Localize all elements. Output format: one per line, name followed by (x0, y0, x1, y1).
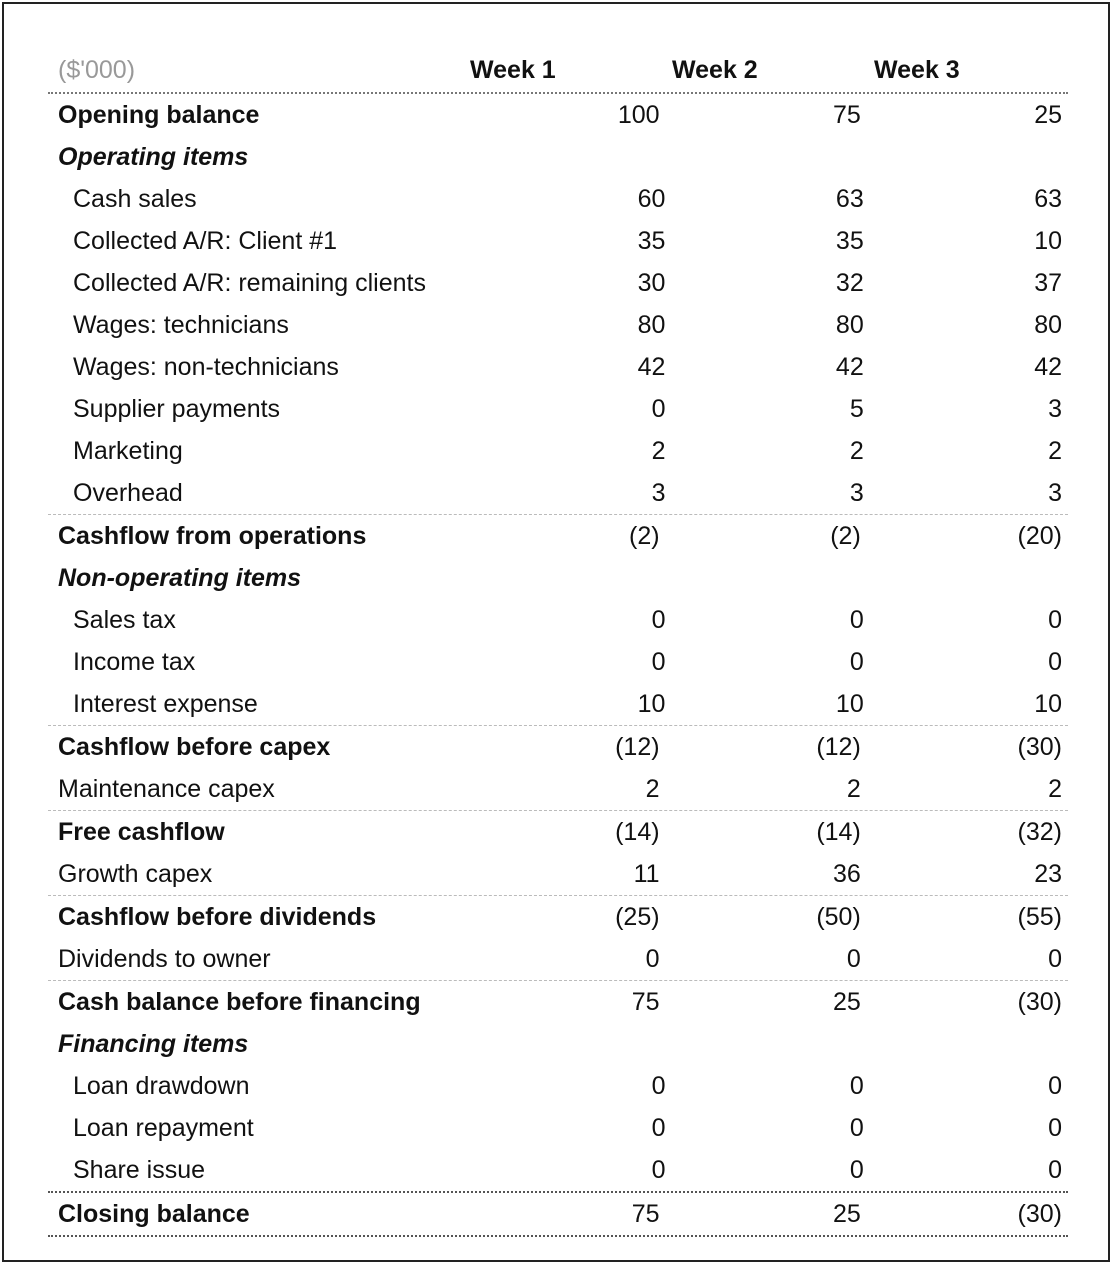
cell-week-3: 10 (1034, 226, 1062, 255)
subtotal-row (48, 895, 1068, 938)
cell-week-3: 0 (1048, 944, 1063, 973)
table-row (48, 346, 1068, 388)
table-row (48, 472, 1068, 514)
cell-week-1: (12) (615, 732, 660, 761)
cell-week-2: (50) (816, 902, 861, 931)
cell-week-1: 0 (651, 394, 666, 423)
cell-week-1: 42 (637, 352, 666, 381)
cell-week-2: 5 (849, 394, 864, 423)
cell-week-1: 11 (633, 859, 660, 888)
cell-week-2: 63 (835, 184, 864, 213)
cell-week-3: 0 (1048, 1113, 1062, 1142)
row-label: Loan drawdown (73, 1071, 250, 1100)
cell-week-1: 0 (645, 944, 660, 973)
cell-week-2: 35 (835, 226, 864, 255)
table-row (48, 388, 1068, 430)
cell-week-1: 10 (637, 689, 666, 718)
table-row (48, 304, 1068, 346)
row-label: Free cashflow (58, 817, 225, 846)
unit-label: ($'000) (58, 56, 136, 84)
cell-week-1: 2 (651, 436, 666, 465)
table-row (48, 683, 1068, 725)
subtotal-row (48, 810, 1068, 853)
cell-week-1: 80 (637, 310, 666, 339)
row-label: Cash sales (73, 184, 197, 213)
row-label: Income tax (73, 647, 196, 676)
cell-week-3: (30) (1017, 1199, 1063, 1228)
cell-week-1: 2 (645, 774, 660, 803)
cell-week-3: 37 (1034, 268, 1062, 297)
row-label: Wages: non-technicians (73, 352, 339, 381)
section-heading (48, 1023, 1068, 1065)
cell-week-3: 10 (1034, 689, 1062, 718)
row-label: Interest expense (73, 689, 258, 718)
cell-week-1: 0 (651, 1071, 666, 1100)
cell-week-1: 75 (631, 987, 660, 1016)
section-label: Operating items (58, 142, 249, 171)
cell-week-3: 0 (1048, 605, 1062, 634)
table-row (48, 1107, 1068, 1149)
header-row (48, 50, 1068, 94)
cell-week-3: 80 (1034, 310, 1062, 339)
cell-week-2: 0 (849, 1071, 864, 1100)
table-row (48, 641, 1068, 683)
cell-week-3: 3 (1048, 478, 1062, 507)
cell-week-3: 0 (1048, 1155, 1062, 1184)
cell-week-2: (2) (830, 521, 861, 550)
cell-week-3: 42 (1034, 352, 1062, 381)
cell-week-3: 2 (1048, 774, 1063, 803)
cell-week-2: 0 (849, 1155, 864, 1184)
cell-week-3: 0 (1048, 647, 1062, 676)
section-label: Financing items (58, 1029, 249, 1058)
cell-week-3: (30) (1017, 987, 1063, 1016)
table-row (48, 768, 1068, 810)
row-label: Supplier payments (73, 394, 281, 423)
cell-week-1: (14) (615, 817, 660, 846)
cell-week-2: 2 (849, 436, 864, 465)
cell-week-2: 25 (832, 1199, 861, 1228)
cell-week-3: (55) (1017, 902, 1063, 931)
cell-week-3: 63 (1034, 184, 1062, 213)
cell-week-2: 2 (846, 774, 861, 803)
row-label: Wages: technicians (73, 310, 289, 339)
row-label: Collected A/R: Client #1 (73, 226, 338, 255)
cell-week-1: 0 (651, 1155, 666, 1184)
cell-week-2: 25 (832, 987, 861, 1016)
table-frame (2, 2, 1110, 1262)
row-label: Collected A/R: remaining clients (73, 268, 426, 297)
section-heading (48, 557, 1068, 599)
header-week-2: Week 2 (672, 56, 758, 84)
cell-week-3: 0 (1048, 1071, 1062, 1100)
cell-week-2: 42 (835, 352, 864, 381)
cell-week-2: 36 (832, 859, 861, 888)
cell-week-2: (14) (816, 817, 861, 846)
cell-week-1: 75 (631, 1199, 660, 1228)
table-row (48, 1065, 1068, 1107)
cell-week-2: 10 (835, 689, 864, 718)
cell-week-3: (32) (1017, 817, 1063, 846)
cell-week-3: (30) (1017, 732, 1063, 761)
row-label: Cashflow from operations (58, 521, 367, 550)
table-row (48, 1149, 1068, 1191)
row-label: Cashflow before dividends (58, 902, 377, 931)
table-row (48, 262, 1068, 304)
cell-week-1: 3 (651, 478, 666, 507)
subtotal-row (48, 725, 1068, 768)
row-label: Marketing (73, 436, 183, 465)
section-heading (48, 136, 1068, 178)
cell-week-2: 0 (849, 1113, 864, 1142)
row-label: Share issue (73, 1155, 206, 1184)
cell-week-1: 0 (651, 1113, 666, 1142)
cell-week-3: 2 (1048, 436, 1062, 465)
cell-week-2: (12) (816, 732, 861, 761)
table-row (48, 178, 1068, 220)
cell-week-2: 0 (846, 944, 861, 973)
section-label: Non-operating items (58, 563, 302, 592)
row-label: Dividends to owner (58, 944, 271, 973)
cell-week-3: 25 (1034, 100, 1063, 129)
row-label: Cashflow before capex (58, 732, 331, 761)
row-label: Growth capex (58, 859, 213, 888)
cell-week-3: (20) (1017, 521, 1063, 550)
cell-week-3: 23 (1034, 859, 1063, 888)
table-row (48, 938, 1068, 980)
cell-week-1: (2) (629, 521, 660, 550)
cell-week-2: 3 (849, 478, 864, 507)
cell-week-1: 0 (651, 647, 666, 676)
row-label: Sales tax (73, 605, 176, 634)
cell-week-1: 60 (637, 184, 666, 213)
cell-week-1: 0 (651, 605, 666, 634)
row-label: Maintenance capex (58, 774, 275, 803)
table-row (48, 853, 1068, 895)
cell-week-2: 0 (849, 605, 864, 634)
cell-week-1: (25) (615, 902, 660, 931)
row-label: Loan repayment (73, 1113, 254, 1142)
cell-week-3: 3 (1048, 394, 1062, 423)
header-week-1: Week 1 (470, 56, 556, 84)
cell-week-1: 35 (637, 226, 666, 255)
row-label: Closing balance (58, 1199, 250, 1228)
header-week-3: Week 3 (874, 56, 960, 84)
cell-week-1: 30 (637, 268, 666, 297)
table-row (48, 94, 1068, 136)
subtotal-row (48, 514, 1068, 557)
cell-week-2: 32 (835, 268, 864, 297)
closing-balance-row (48, 1191, 1068, 1237)
table-row (48, 430, 1068, 472)
row-label: Overhead (73, 478, 183, 507)
row-label: Cash balance before financing (58, 987, 421, 1016)
cell-week-1: 100 (617, 100, 660, 129)
cell-week-2: 75 (832, 100, 861, 129)
subtotal-row (48, 980, 1068, 1023)
cashflow-table (48, 50, 1068, 1237)
row-label: Opening balance (58, 100, 260, 129)
cell-week-2: 0 (849, 647, 864, 676)
table-row (48, 220, 1068, 262)
table-row (48, 599, 1068, 641)
cell-week-2: 80 (835, 310, 864, 339)
